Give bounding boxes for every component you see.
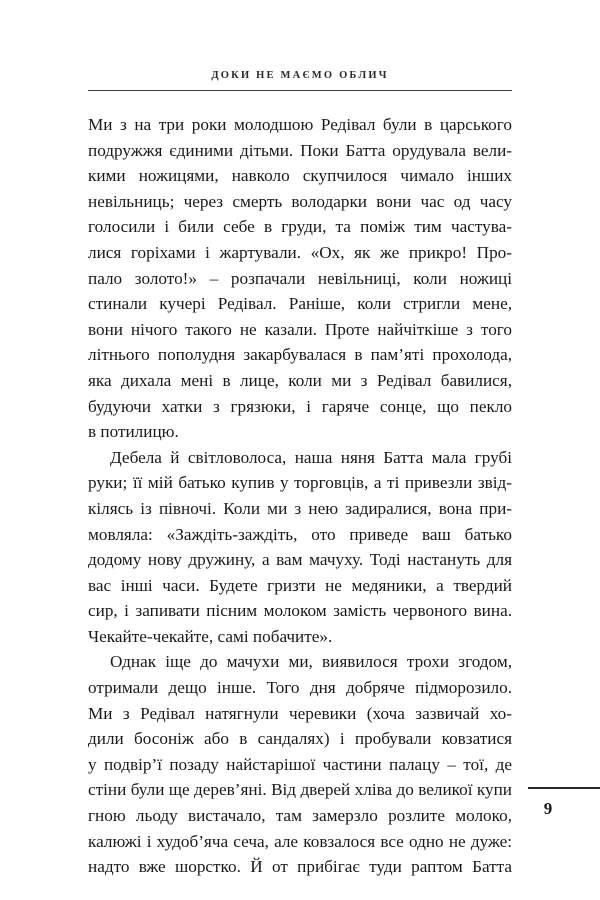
text-line: калюжі і худоб’яча сеча, але ковзалося все одно не дуже: xyxy=(88,831,512,851)
text-line: у подвір’ї позаду найстарішої частини палацу – тої, де xyxy=(88,754,512,774)
text-line: будуючи хатки з грязюки, і гаряче сонце, що пекло xyxy=(88,396,512,416)
paragraph xyxy=(88,649,512,879)
text-line: Ми з на три роки молодшою Редівал були в царського xyxy=(88,115,512,134)
text-line: стіни були ще дерев’яні. Від дверей хліва до великої купи xyxy=(88,780,512,800)
text-line: в потилицю. xyxy=(88,422,179,442)
text-line: Чекайте-чекайте, самі побачите». xyxy=(88,626,333,646)
text-line: пало золото!» – розпачали невільниці, коли ножиці xyxy=(88,268,512,288)
text-line: кілясь із півночі. Коли ми з нею задиралися, вона при- xyxy=(88,498,512,518)
text-line: гною льоду вистачало, там замерзло розлите молоко, xyxy=(88,806,512,826)
text-line: невільниць; через смерть володарки вони час од часу xyxy=(88,191,512,211)
page-number: 9 xyxy=(543,799,553,818)
text-line: кими ножицями, навколо скупчилося чимало інших xyxy=(88,166,512,186)
text-line: отримали дещо інше. Того дня добряче підморозило. xyxy=(88,678,512,698)
page-number-rule xyxy=(528,787,600,789)
paragraph xyxy=(88,112,512,445)
running-head: ДОКИ НЕ МАЄМО ОБЛИЧ xyxy=(211,70,389,81)
header-rule xyxy=(88,90,512,91)
paragraph xyxy=(88,445,512,650)
text-line: Ми з Редівал натягнули черевики (хоча зазвичай хо- xyxy=(88,703,512,723)
text-line: лися горіхами і жартували. «Ох, як же прикро! Про- xyxy=(88,242,512,262)
text-line: літнього пополудня закарбувалася в пам’яті прохолода, xyxy=(88,345,512,365)
text-line: дили босоніж або в сандалях) і пробували ковзатися xyxy=(88,729,512,749)
text-line: сир, і запивати пісним молоком замість червоного вина. xyxy=(88,601,512,621)
text-line: подружжя єдиними дітьми. Поки Батта орудувала вели- xyxy=(88,140,512,160)
text-line: надто вже шорстко. Й от прибігає туди раптом Батта xyxy=(88,857,512,877)
text-line: Однак іще до мачухи ми, виявилося трохи згодом, xyxy=(110,652,512,672)
text-line: додому нову дружину, а вам мачуху. Тоді настануть для xyxy=(88,550,512,570)
text-line: вони нічого такого не казали. Проте найчіткіше з того xyxy=(88,319,512,339)
text-line: руки; її мій батько купив у торговців, а ті привезли звід- xyxy=(88,473,512,493)
text-line: вас інші часи. Будете гризти не медяники, а твердий xyxy=(88,575,512,595)
text-line: стинали кучері Редівал. Раніше, коли стригли мене, xyxy=(88,294,512,314)
text-line: мовляла: «Заждіть-заждіть, ото приведе ваш батько xyxy=(88,524,512,544)
text-line: Дебела й світловолоса, наша няня Батта мала грубі xyxy=(110,447,512,467)
body-text xyxy=(88,112,512,880)
text-line: голосили і били себе в груди, та поміж тим частува- xyxy=(88,217,512,237)
text-line: яка дихала мені в лице, коли ми з Редівал бавилися, xyxy=(88,370,512,390)
